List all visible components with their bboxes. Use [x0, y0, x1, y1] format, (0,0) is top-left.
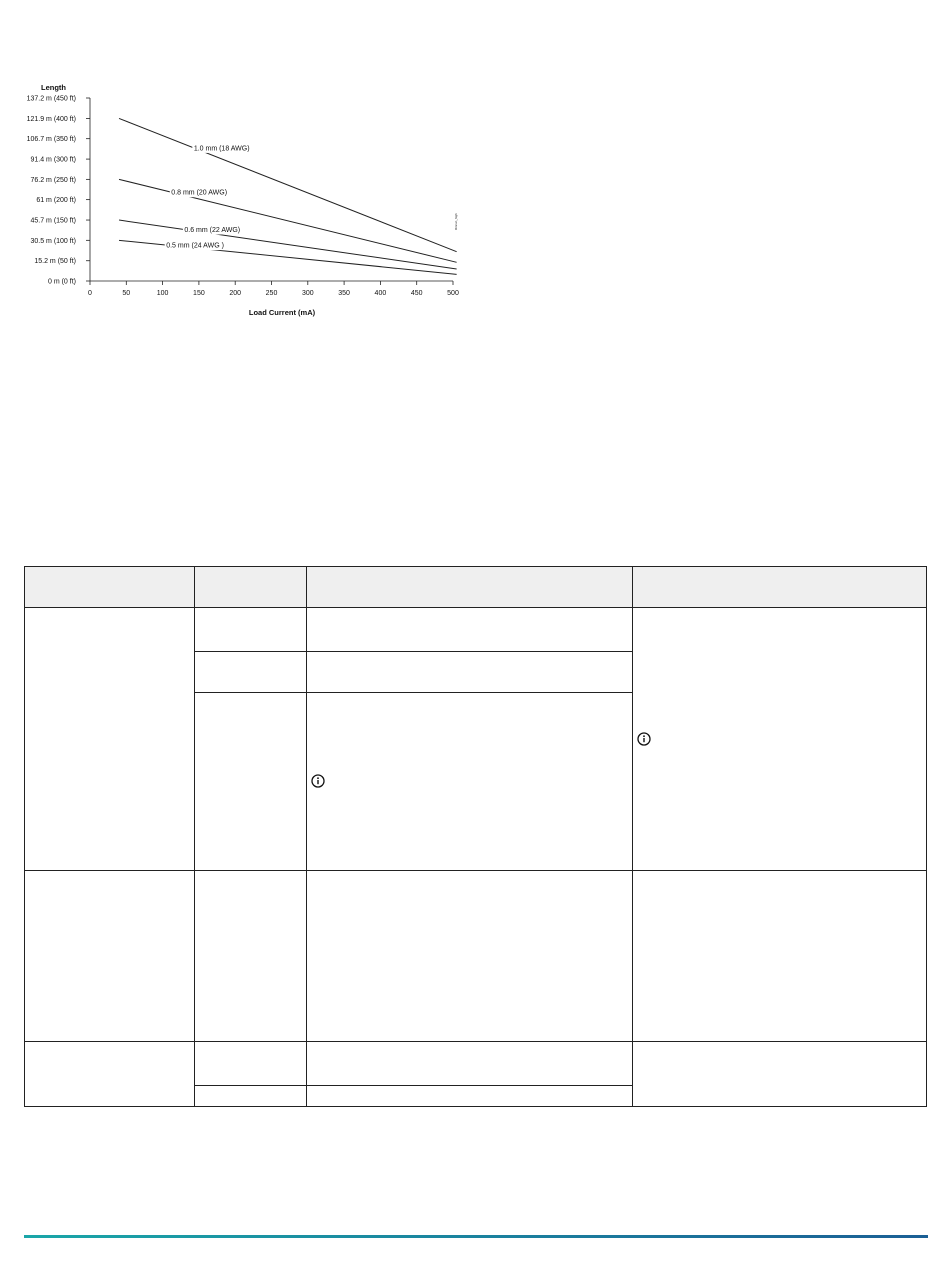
table-row — [25, 608, 927, 652]
table-cell — [195, 1086, 307, 1107]
table-cell — [195, 608, 307, 652]
table-cell — [195, 871, 307, 1042]
table-cell-note — [307, 693, 633, 871]
table-cell — [25, 1042, 195, 1107]
x-tick-label: 150 — [193, 290, 205, 297]
x-tick-label: 200 — [229, 290, 242, 297]
table-cell — [195, 1042, 307, 1086]
x-tick-label: 300 — [301, 290, 314, 297]
info-circle-icon — [637, 732, 649, 744]
table-cell — [195, 652, 307, 693]
series-label: 0.6 mm (22 AWG) — [184, 227, 241, 235]
table-cell — [195, 693, 307, 871]
table-cell — [633, 1042, 927, 1107]
chart-x-axis-label: Load Current (mA) — [248, 308, 316, 317]
y-tick-label: 91.4 m (300 ft) — [30, 156, 76, 164]
y-tick-label: 30.5 m (100 ft) — [30, 237, 76, 245]
x-tick-label: 250 — [265, 290, 278, 297]
y-tick-label: 15.2 m (50 ft) — [34, 258, 76, 266]
x-tick-label: 0 — [88, 290, 92, 297]
x-tick-label: 50 — [122, 290, 131, 297]
table-row — [25, 1042, 927, 1086]
table-header-cell — [307, 567, 633, 608]
x-tick-label: 350 — [338, 290, 350, 297]
y-tick-label: 106.7 m (350 ft) — [26, 136, 76, 144]
table-cell — [307, 1042, 633, 1086]
table-header-row — [25, 567, 927, 608]
table-cell — [307, 652, 633, 693]
series-label: 1.0 mm (18 AWG) — [193, 145, 250, 153]
y-tick-label: 121.9 m (400 ft) — [26, 115, 76, 123]
table-cell — [307, 1086, 633, 1107]
series-label: 0.8 mm (20 AWG) — [171, 189, 228, 197]
footer-rule — [24, 1235, 928, 1238]
spec-table — [24, 566, 927, 1107]
chart-side-note: Rincon_high — [454, 213, 458, 230]
chart-y-axis-label: Length — [41, 83, 66, 92]
y-tick-label: 137.2 m (450 ft) — [26, 95, 76, 103]
x-tick-label: 500 — [447, 290, 459, 297]
table-cell — [307, 608, 633, 652]
y-tick-label: 45.7 m (150 ft) — [30, 217, 76, 225]
table-cell — [25, 871, 195, 1042]
table-cell — [307, 871, 633, 1042]
y-tick-label: 76.2 m (250 ft) — [30, 176, 76, 184]
y-tick-label: 61 m (200 ft) — [36, 197, 76, 205]
table-row — [25, 871, 927, 1042]
table-cell-note — [633, 608, 927, 871]
info-circle-icon — [311, 774, 323, 786]
table-header-cell — [633, 567, 927, 608]
x-tick-label: 100 — [156, 290, 169, 297]
series-label: 0.5 mm (24 AWG ) — [166, 242, 224, 250]
series-line — [119, 118, 457, 251]
load-current-chart — [0, 0, 470, 330]
table-cell — [633, 871, 927, 1042]
table-header-cell — [25, 567, 195, 608]
y-tick-label: 0 m (0 ft) — [47, 278, 76, 286]
x-tick-label: 450 — [410, 290, 423, 297]
table-cell — [25, 608, 195, 871]
x-tick-label: 400 — [374, 290, 387, 297]
table-header-cell — [195, 567, 307, 608]
